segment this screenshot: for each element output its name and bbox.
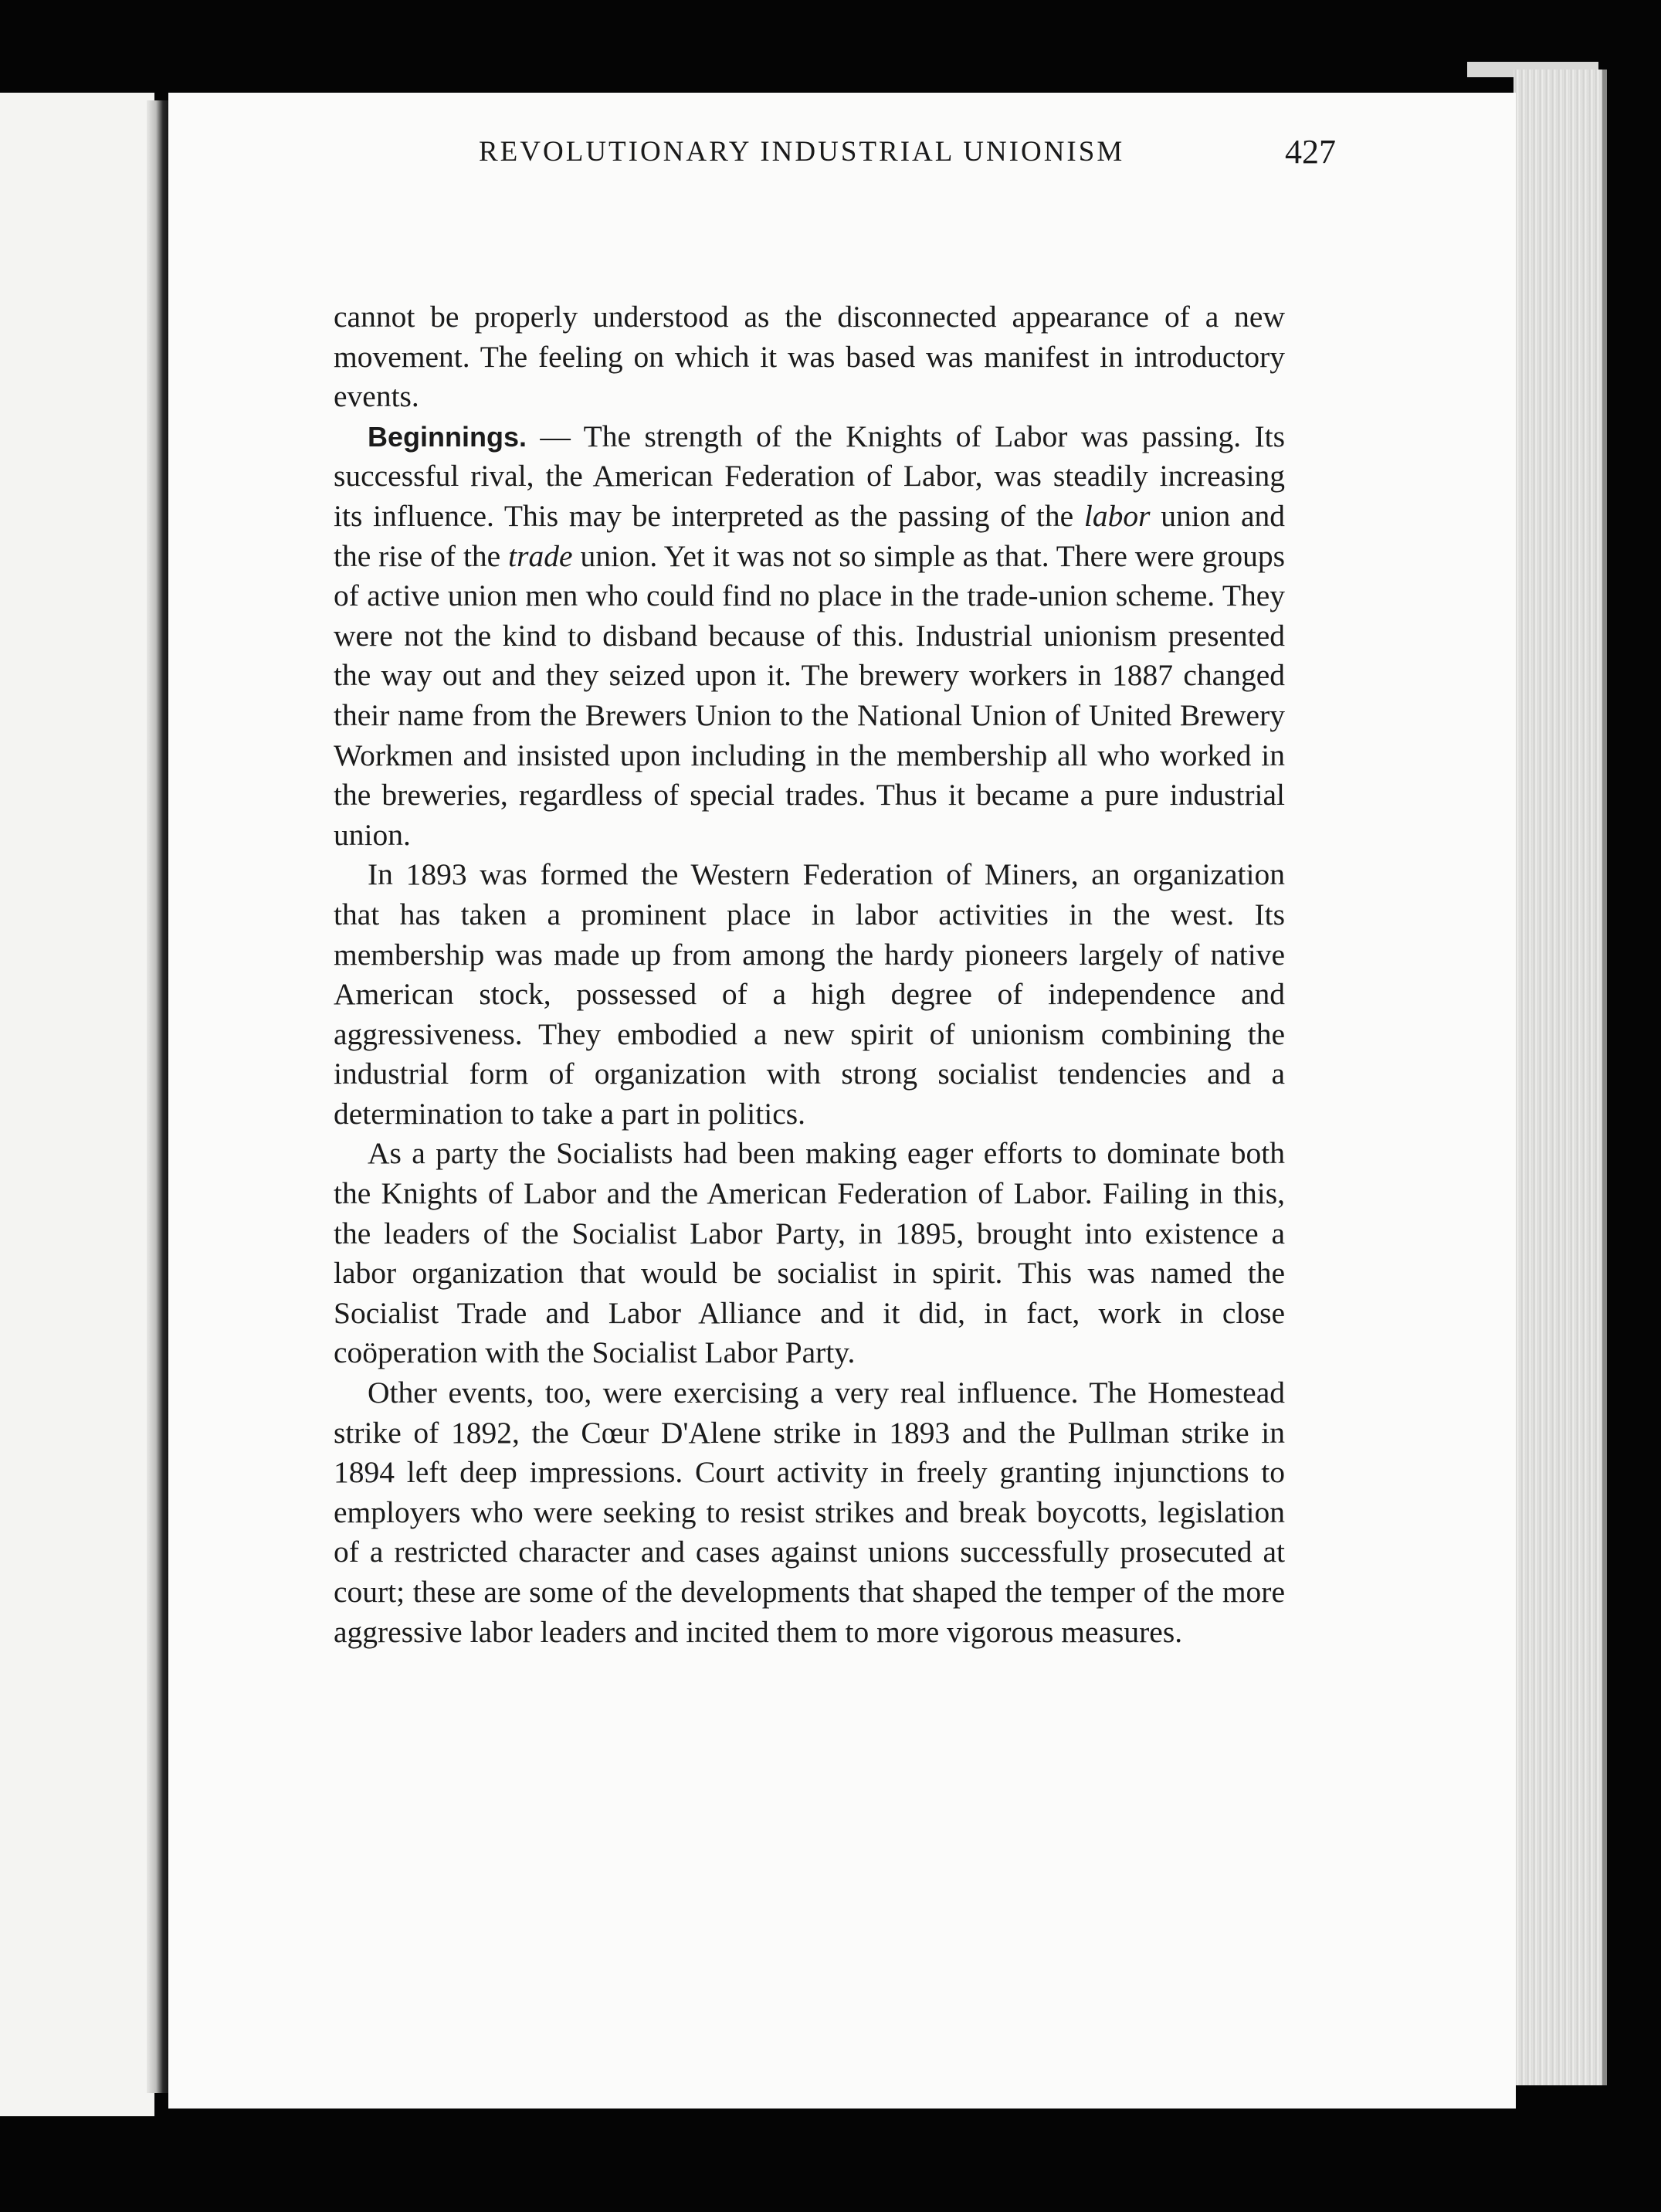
- italic-word: trade: [508, 538, 573, 573]
- paragraph-socialists: As a party the Socialists had been making eager efforts to dominate both the Knights of Labor and the American Federation of Labor. Failing in this, the leaders of the Socialist Labor Party, in 1895, brought into existence a labor organization that would be socialist in spirit. This was named the Socialist Trade and Labor Alliance and it did, in fact, work in close coöperation with the Socialist Labor Party.: [334, 1136, 1285, 1370]
- left-facing-page: [0, 93, 154, 2116]
- running-head: [170, 135, 1375, 182]
- page-block-edges: [1514, 70, 1607, 2085]
- paragraph-text: union. Yet it was not so simple as that. There were groups of active union men who could find no place in the trade-union scheme. They were not the kind to disband because of this. Industrial unionism presented the way out and they seized upon it. The brewery workers in 1887 changed their name from the Brewers Union to the National Union of United Brewery Workmen and insisted upon including in the membership all who worked in the breweries, regardless of special trades. Thus it became a pure industrial union.: [334, 538, 1285, 852]
- running-title: REVOLUTIONARY INDUSTRIAL UNIONISM: [479, 136, 1125, 168]
- body-text: [334, 297, 1285, 1652]
- book-gutter: [147, 100, 170, 2093]
- italic-word: labor: [1083, 498, 1151, 533]
- paragraph-western-federation: In 1893 was formed the Western Federation of Miners, an organization that has taken a prominent place in labor activities in the west. Its membership was made up from among the hardy pioneers largely of native American stock, possessed of a high degree of independence and aggressiveness. They embodied a new spirit of unionism combining the industrial form of organization with strong socialist tendencies and a determination to take a part in politics.: [334, 857, 1285, 1131]
- paragraph-continuation: cannot be properly understood as the disconnected appearance of a new movement. The feeling on which it was based was manifest in introductory events.: [334, 300, 1285, 414]
- paragraph-text: union and the rise of the: [334, 498, 1285, 573]
- paragraph-other-events: Other events, too, were exercising a very real influence. The Homestead strike of 1892, the Cœur D'Alene strike in 1893 and the Pullman strike in 1894 left deep impressions. Court activity in freely granting injunctions to employers who were seeking to resist strikes and break boycotts, legislation of a restricted character and cases against unions successfully prosecuted at court; these are some of the developments that shaped the temper of the more aggressive labor leaders and incited them to more vigorous measures.: [334, 1376, 1285, 1649]
- paragraph-text: — The strength of the Knights of Labor was passing. Its successful rival, the American Federation of Labor, was steadily increasing its influence. This may be interpreted as the passing of the: [334, 419, 1285, 533]
- section-label: Beginnings.: [368, 420, 527, 453]
- paragraph-beginnings: [334, 417, 1285, 856]
- page-number: 427: [1285, 133, 1336, 171]
